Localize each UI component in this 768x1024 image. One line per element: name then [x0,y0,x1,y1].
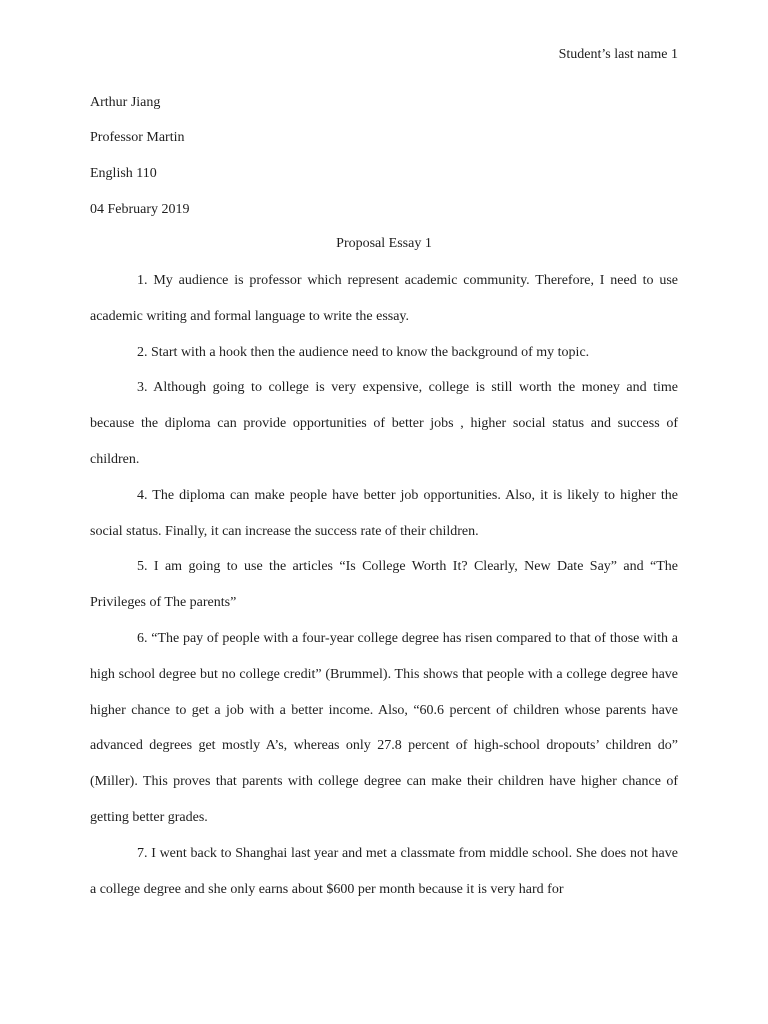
paragraph: 4. The diploma can make people have better job opportunities. Also, it is likely to higher the social status. Finally, it can increase the success rate of their children. [90,487,678,539]
paragraph: 6. “The pay of people with a four-year college degree has risen compared to that of those with a high school degree but no college credit” (Brummel). This shows that people with a college degree have higher chance to get a job with a better income. Also, “60.6 percent of children whose parents have advanced degrees get mostly A’s, whereas only 27.8 percent of high-school dropouts’ children do” (Miller). This proves that parents with college degree can make their children have higher chance of getting better grades. [90,630,678,825]
paragraph: 1. My audience is professor which represent academic community. Therefore, I need to use academic writing and formal language to write the essay. [90,273,678,324]
paragraph: 2. Start with a hook then the audience need to know the background of my topic. [137,344,590,360]
course-name: English 110 [90,166,157,181]
student-name: Arthur Jiang [90,95,161,110]
paragraph: 3. Although going to college is very expensive, college is still worth the money and time because the diploma can provide opportunities of better jobs , higher social status and success of children. [90,380,678,467]
professor-name: Professor Martin [90,130,185,145]
document-body [90,263,678,907]
date-line: 04 February 2019 [90,202,190,217]
paragraph: 7. I went back to Shanghai last year and met a classmate from middle school. She does not have a college degree and she only earns about $600 per month because it is very hard for [90,845,678,897]
paragraph: 5. I am going to use the articles “Is College Worth It? Clearly, New Date Say” and “The Privileges of The parents” [90,559,678,611]
running-head: Student’s last name 1 [558,47,678,62]
document-title: Proposal Essay 1 [336,236,432,251]
